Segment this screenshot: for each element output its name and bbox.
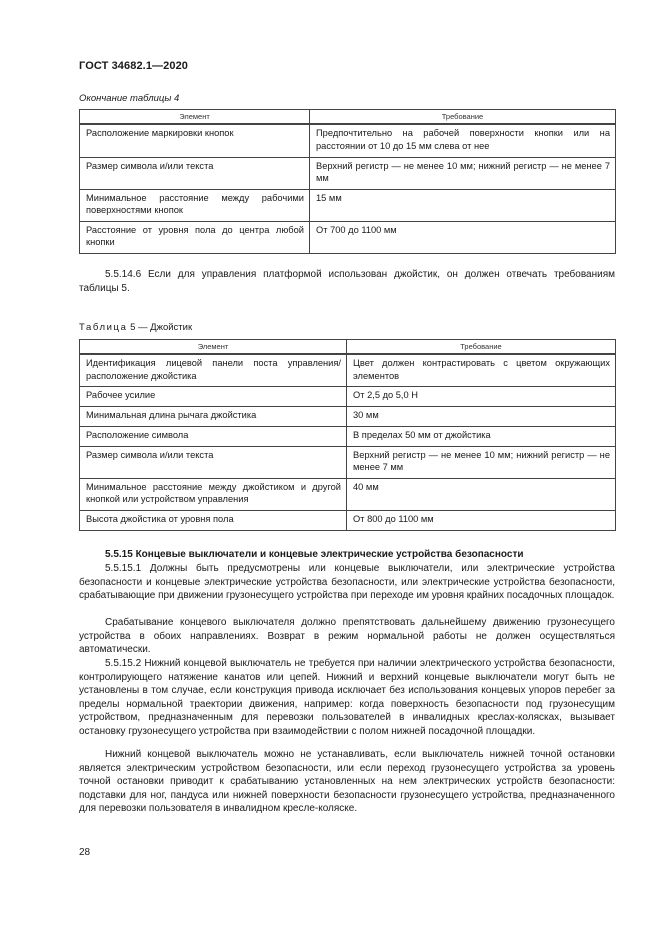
table-cell-requirement: От 800 до 1100 мм [347, 510, 616, 530]
table-cell-element: Размер символа и/или текста [80, 157, 310, 189]
table-row [80, 124, 616, 157]
table-cell-requirement: Верхний регистр — не менее 10 мм; нижний регистр — не менее 7 мм [347, 446, 616, 478]
table-row [80, 221, 616, 253]
table4-header-row [80, 110, 616, 125]
table-cell-requirement: Цвет должен контрастировать с цветом окружающих элементов [347, 354, 616, 386]
table-row [80, 406, 616, 426]
table5-header-row [80, 340, 616, 355]
paragraph-5-5-15-1-continued: Срабатывание концевого выключателя должно препятствовать дальнейшему движению грузонесущего устройства в обоих направлениях. Возврат в режим нормальной работы не должен осуществляться автоматически. [79, 617, 615, 656]
table-row [80, 386, 616, 406]
table5-caption-prefix: Таблица [79, 322, 128, 333]
table-cell-element: Высота джойстика от уровня пола [80, 510, 347, 530]
table4-col-element: Элемент [80, 110, 310, 125]
table-row [80, 157, 616, 189]
table-cell-element: Расстояние от уровня пола до центра любой кнопки [80, 221, 310, 253]
table-row [80, 446, 616, 478]
table4 [79, 109, 616, 254]
table-cell-requirement: Предпочтительно на рабочей поверхности кнопки или на расстоянии от 10 до 15 мм слева от нее [310, 124, 616, 157]
table-cell-element: Минимальное расстояние между рабочими поверхностями кнопок [80, 189, 310, 221]
table4-col-requirement: Требование [310, 110, 616, 125]
table-row [80, 426, 616, 446]
table-row [80, 478, 616, 510]
table-row [80, 510, 616, 530]
table-cell-element: Рабочее усилие [80, 386, 347, 406]
paragraph-5-5-15-2: 5.5.15.2 Нижний концевой выключатель не требуется при наличии электрического устройства безопасности, контролирующего натяжение канатов или цепей. Нижний и верхний концевые выключатели могут быть не установлены в том случае, если конструкция привода исключает без использования концевых упоров перебег за пределы нормальной траектории движения, например: когда поверхность безопасности под грузонесущим устройством, предназначенным для перевозки пользователей в инвалидных креслах-колясках, вызывает остановку грузонесущего устройства при взаимодействии с полом нижней посадочной площадки. [79, 658, 615, 737]
table5-col-requirement: Требование [347, 340, 616, 355]
table-cell-element: Минимальная длина рычага джойстика [80, 406, 347, 426]
table5-caption-title: 5 — Джойстик [130, 322, 193, 333]
table-cell-element: Расположение символа [80, 426, 347, 446]
table-cell-element: Идентификация лицевой панели поста управления/ расположение джойстика [80, 354, 347, 386]
table-cell-requirement: От 700 до 1100 мм [310, 221, 616, 253]
table-cell-requirement: 15 мм [310, 189, 616, 221]
page-number: 28 [79, 847, 91, 858]
document-code-header: ГОСТ 34682.1—2020 [79, 60, 189, 72]
table-cell-element: Расположение маркировки кнопок [80, 124, 310, 157]
table-cell-requirement: В пределах 50 мм от джойстика [347, 426, 616, 446]
table-cell-requirement: 40 мм [347, 478, 616, 510]
table-cell-requirement: Верхний регистр — не менее 10 мм; нижний регистр — не менее 7 мм [310, 157, 616, 189]
table-row [80, 354, 616, 386]
table-cell-element: Размер символа и/или текста [80, 446, 347, 478]
table-cell-element: Минимальное расстояние между джойстиком и другой кнопкой или устройством управления [80, 478, 347, 510]
section-heading-5-5-15: 5.5.15 Концевые выключатели и концевые электрические устройства безопасности [105, 549, 524, 560]
table5-col-element: Элемент [80, 340, 347, 355]
table5 [79, 339, 616, 531]
paragraph-5-5-14-6: 5.5.14.6 Если для управления платформой использован джойстик, он должен отвечать требованиям таблицы 5. [79, 269, 615, 294]
table4-caption: Окончание таблицы 4 [79, 93, 180, 104]
paragraph-5-5-15-2-continued: Нижний концевой выключатель можно не устанавливать, если выключатель нижней точной остановки является электрическим устройством безопасности, или если переход грузонесущего устройства за уровень точной остановки приводит к срабатыванию установленных на нем электрических устройств безопасности: подставки для ног, пандуса или нижней поверхности безопасности грузонесущего устройства, предназначенного для перевозки пользователя в инвалидном кресле-коляске. [79, 749, 615, 815]
table-cell-requirement: 30 мм [347, 406, 616, 426]
table5-caption [79, 321, 192, 335]
table-cell-requirement: От 2,5 до 5,0 Н [347, 386, 616, 406]
table-row [80, 189, 616, 221]
paragraph-5-5-15-1: 5.5.15.1 Должны быть предусмотрены или концевые выключатели, или электрические устройства безопасности и концевые электрические устройства безопасности, или электрические устройства безопасности, срабатывающие при движении грузонесущего устройства при переходе им уровня крайних посадочных площадок. [79, 563, 615, 602]
